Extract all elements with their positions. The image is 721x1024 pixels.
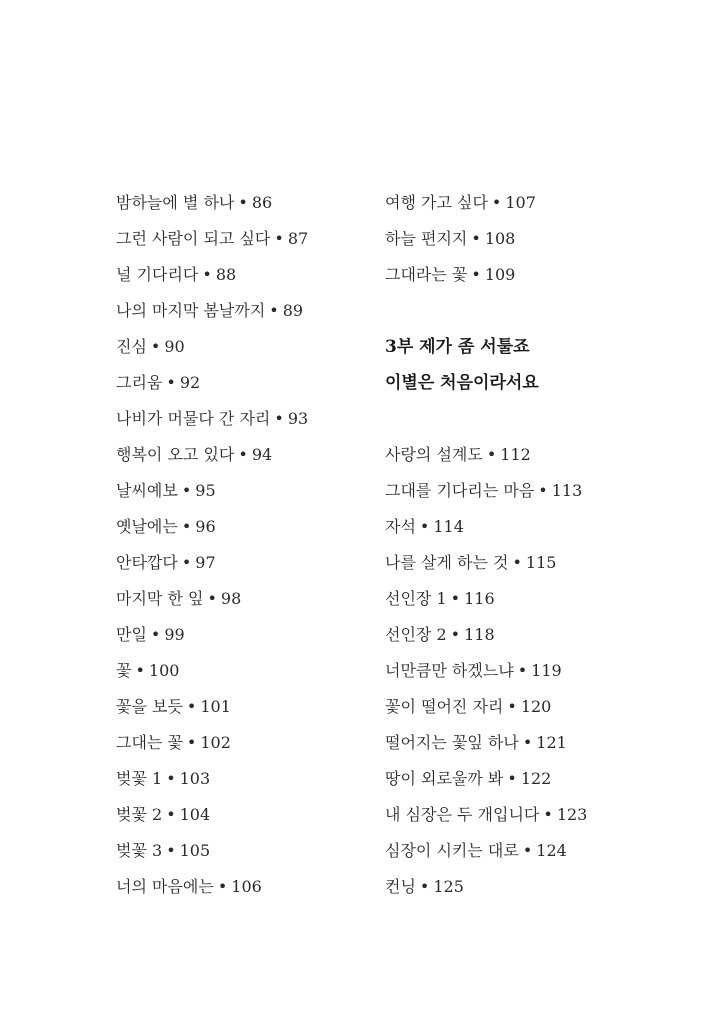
toc-entry [116,731,366,767]
toc-entry-separator: • [181,481,192,500]
toc-entry-title: 벚꽃 2 [116,805,163,824]
toc-entry-title: 그대는 꽃 [116,733,183,752]
toc-entry-page-number: 120 [520,697,552,716]
toc-entry [385,803,635,839]
toc-entry-page-number: 115 [525,553,557,572]
toc-entry-separator: • [135,661,145,680]
toc-entry [116,695,366,731]
toc-entry-separator: • [543,805,553,824]
toc-entry-page-number: 101 [200,697,231,716]
toc-entry [385,515,635,551]
toc-entry [385,443,635,479]
toc-entry-page-number: 124 [536,841,567,860]
toc-left-column [116,191,366,911]
toc-entry [116,371,366,407]
toc-entry-separator: • [238,193,248,212]
toc-entry [116,407,366,443]
toc-entry-separator: • [166,841,176,860]
toc-entry [116,227,366,263]
toc-entry-title: 하늘 편지지 [385,229,468,248]
toc-entry [385,731,635,767]
toc-entry-page-number: 108 [484,229,516,248]
toc-entry-page-number: 102 [200,733,231,752]
toc-entry-separator: • [419,877,430,896]
toc-entry-title: 너만큼만 하겠느냐 [385,661,514,680]
toc-entry-separator: • [166,805,176,824]
toc-entry [385,767,635,803]
toc-entry-page-number: 119 [531,661,562,680]
toc-entry-separator: • [450,625,461,644]
toc-entry-page-number: 100 [148,661,180,680]
toc-entry-title: 사랑의 설계도 [385,445,483,464]
toc-entry [116,443,366,479]
toc-entry-separator: • [181,553,192,572]
toc-entry-page-number: 96 [195,517,216,536]
toc-entry-separator: • [507,769,517,788]
toc-entry-separator: • [150,625,161,644]
toc-entry-title: 벚꽃 1 [116,769,163,788]
toc-entry-title: 내 심장은 두 개입니다 [385,805,540,824]
toc-entry-page-number: 123 [556,805,588,824]
spacer [385,299,635,335]
toc-entry-separator: • [166,769,176,788]
toc-entry-separator: • [238,445,248,464]
toc-entry-separator: • [471,265,481,284]
toc-entry-separator: • [207,589,217,608]
toc-entry-title: 꽃이 떨어진 자리 [385,697,504,716]
toc-entry [385,839,635,875]
toc-entry-page-number: 105 [179,841,211,860]
section-title-line1: 3부 제가 좀 서툴죠 [385,337,530,357]
toc-entry-title: 그대를 기다리는 마음 [385,481,535,500]
toc-entry-separator: • [507,697,517,716]
toc-entry-page-number: 106 [231,877,262,896]
toc-entry-page-number: 94 [251,445,273,464]
toc-entry [385,551,635,587]
toc-entry [116,335,366,371]
toc-entry-page-number: 104 [179,805,211,824]
toc-entry [385,623,635,659]
toc-entry-page-number: 86 [251,193,273,212]
toc-entry-separator: • [217,877,228,896]
toc-entry [116,659,366,695]
toc-entry-title: 벚꽃 3 [116,841,163,860]
toc-entry-separator: • [471,229,481,248]
toc-entry-separator: • [181,517,192,536]
toc-entry [116,515,366,551]
toc-entry-title: 심장이 시키는 대로 [385,841,519,860]
toc-entry-title: 널 기다리다 [116,265,199,284]
toc-entry-page-number: 95 [195,481,216,500]
toc-entry [116,839,366,875]
toc-right-column [385,191,635,911]
toc-entry-title: 여행 가고 싶다 [385,193,488,212]
toc-entry-separator: • [522,841,533,860]
toc-entry-page-number: 121 [536,733,567,752]
toc-entry-separator: • [419,517,430,536]
toc-entry-title: 그대라는 꽃 [385,265,468,284]
toc-entry-page-number: 103 [179,769,211,788]
toc-entry-page-number: 97 [195,553,216,572]
toc-entry-title: 땅이 외로울까 봐 [385,769,504,788]
toc-entry-page-number: 92 [179,373,201,392]
toc-entry-page-number: 87 [287,229,309,248]
toc-entry-separator: • [512,553,522,572]
toc-entry-separator: • [150,337,161,356]
toc-entry [116,263,366,299]
toc-entry [385,659,635,695]
toc-entry-title: 밤하늘에 별 하나 [116,193,235,212]
toc-entry-page-number: 112 [500,445,531,464]
toc-entry-page-number: 122 [520,769,552,788]
toc-entry-title: 마지막 한 잎 [116,589,204,608]
toc-entry-separator: • [186,733,197,752]
toc-entry-title: 선인장 1 [385,589,447,608]
toc-entry [385,263,635,299]
toc-entry-separator: • [274,409,284,428]
toc-entry-page-number: 116 [464,589,495,608]
toc-entry-title: 꽃 [116,661,132,680]
toc-entry [116,551,366,587]
toc-entry-separator: • [186,697,197,716]
toc-entry-title: 그리움 [116,373,163,392]
toc-entry [116,299,366,335]
toc-entry-title: 너의 마음에는 [116,877,214,896]
toc-entry-page-number: 125 [433,877,464,896]
toc-entry-title: 만일 [116,625,147,644]
toc-entry-title: 떨어지는 꽃잎 하나 [385,733,519,752]
toc-entry [116,767,366,803]
toc-entry [385,479,635,515]
toc-entry-title: 꽃을 보듯 [116,697,183,716]
spacer [385,407,635,443]
toc-entry [385,191,635,227]
toc-entry [116,803,366,839]
toc-entry-separator: • [522,733,533,752]
toc-entry-title: 자석 [385,517,416,536]
toc-entry [385,875,635,911]
toc-entry-page-number: 113 [551,481,583,500]
toc-entry-page-number: 98 [220,589,242,608]
toc-entry-separator: • [202,265,212,284]
toc-entry-page-number: 107 [505,193,536,212]
toc-entry-separator: • [517,661,528,680]
toc-entry-separator: • [491,193,502,212]
toc-entry-title: 나비가 머물다 간 자리 [116,409,271,428]
toc-entry-page-number: 88 [215,265,237,284]
toc-entry-page-number: 93 [287,409,309,428]
toc-entry-title: 날씨예보 [116,481,178,500]
toc-entry-title: 그런 사람이 되고 싶다 [116,229,271,248]
toc-entry-separator: • [166,373,176,392]
toc-entry-title: 옛날에는 [116,517,178,536]
toc-entry-page-number: 90 [164,337,185,356]
section-title-line2: 이별은 처음이라서요 [385,373,539,393]
toc-entry-page-number: 89 [282,301,304,320]
toc-entry-title: 선인장 2 [385,625,447,644]
toc-entry-page-number: 118 [464,625,495,644]
toc-entry-separator: • [538,481,548,500]
toc-entry-separator: • [274,229,284,248]
toc-entry-page-number: 109 [484,265,516,284]
toc-entry-page-number: 99 [164,625,185,644]
toc-entry [116,191,366,227]
toc-entry-title: 컨닝 [385,877,416,896]
toc-entry-title: 나를 살게 하는 것 [385,553,509,572]
toc-entry-title: 안타깝다 [116,553,178,572]
toc-entry-separator: • [486,445,497,464]
toc-entry-title: 나의 마지막 봄날까지 [116,301,266,320]
toc-entry [116,875,366,911]
toc-entry [116,479,366,515]
toc-entry-separator: • [269,301,279,320]
toc-entry [385,227,635,263]
toc-entry [116,623,366,659]
toc-entry [116,587,366,623]
toc-entry-page-number: 114 [433,517,464,536]
toc-entry-title: 행복이 오고 있다 [116,445,235,464]
toc-entry-title: 진심 [116,337,147,356]
toc-entry [385,587,635,623]
toc-entry-separator: • [450,589,461,608]
toc-entry [385,695,635,731]
